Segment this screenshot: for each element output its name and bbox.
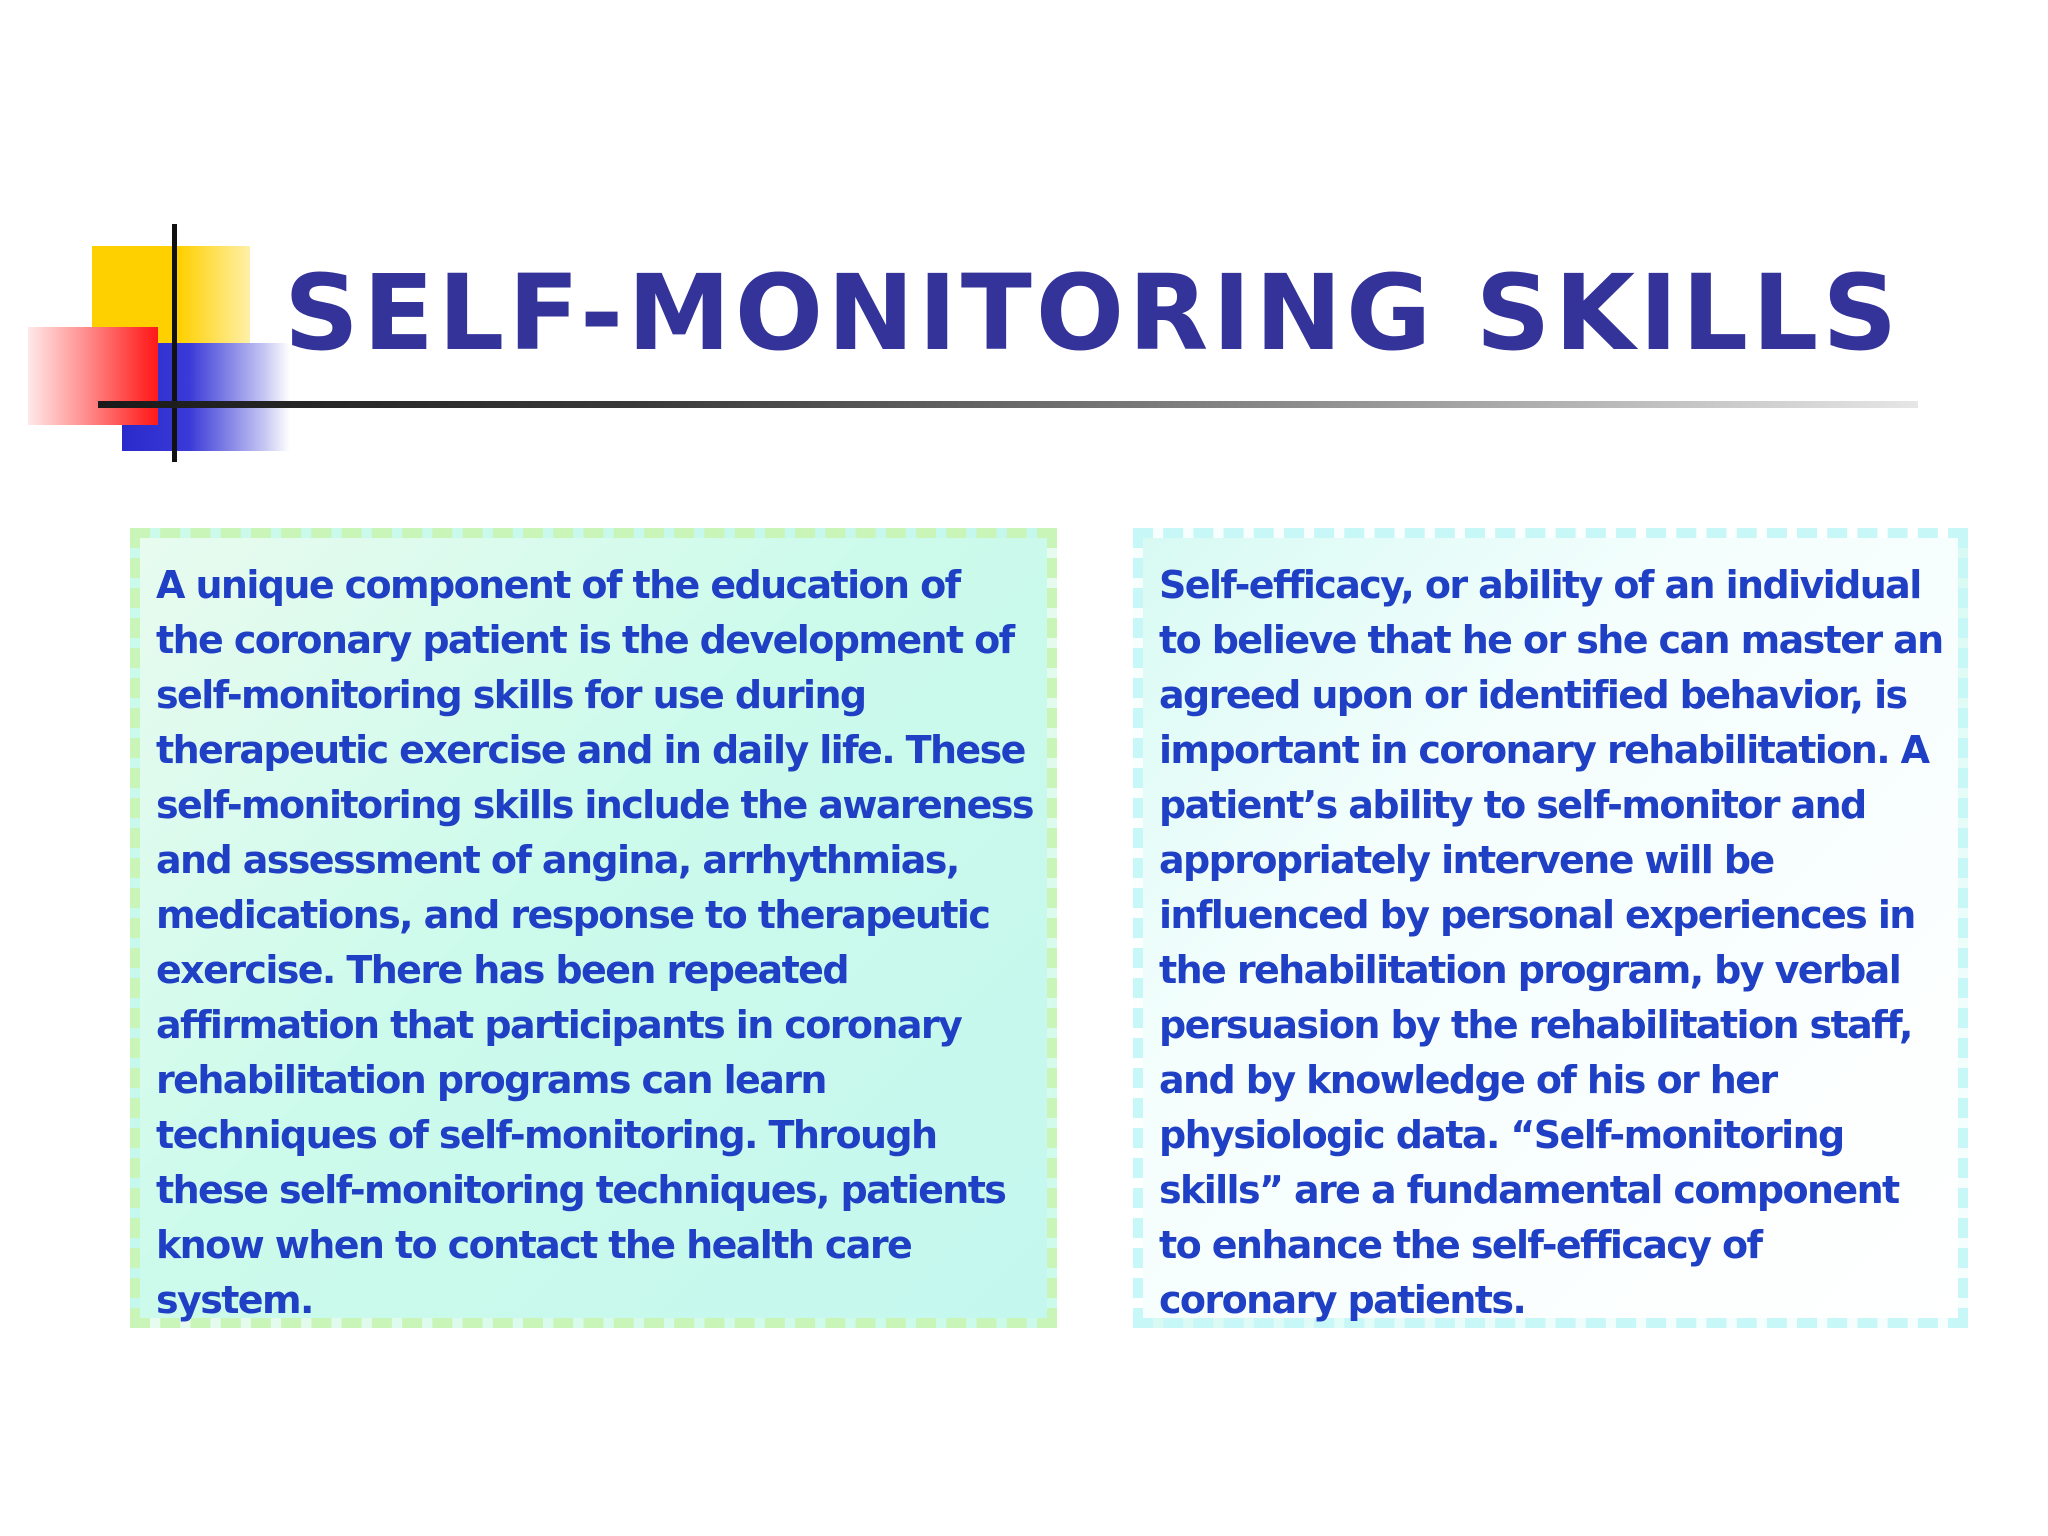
slide-title: SELF-MONITORING SKILLS xyxy=(284,252,1902,374)
decorative-vertical-line xyxy=(172,224,177,462)
right-text-box xyxy=(1133,528,1968,1328)
left-box-paragraph: A unique component of the education of the coronary patient is the development of self-monitoring skills for use during therapeutic exercise and in daily life. These self-monitoring skills include the awareness and assessment of angina, arrhythmias, medications, and response to therapeutic exercise. There has been repeated affirmation that participants in coronary rehabilitation programs can learn techniques of self-monitoring. Through these self-monitoring techniques, patients know when to contact the health care system. xyxy=(156,563,1033,1322)
left-text-box xyxy=(130,528,1057,1328)
right-box-paragraph: Self-efficacy, or ability of an individual to believe that he or she can master an agreed upon or identified behavior, is important in coronary rehabilitation. A patient’s ability to self-monitor and appropriately intervene will be influenced by personal experiences in the rehabilitation program, by verbal persuasion by the rehabilitation staff, and by knowledge of his or her physiologic data. “Self-monitoring skills” are a fundamental component to enhance the self-efficacy of coronary patients. xyxy=(1159,563,1943,1322)
title-underline-rule xyxy=(98,401,1918,408)
decorative-red-square xyxy=(28,327,158,425)
